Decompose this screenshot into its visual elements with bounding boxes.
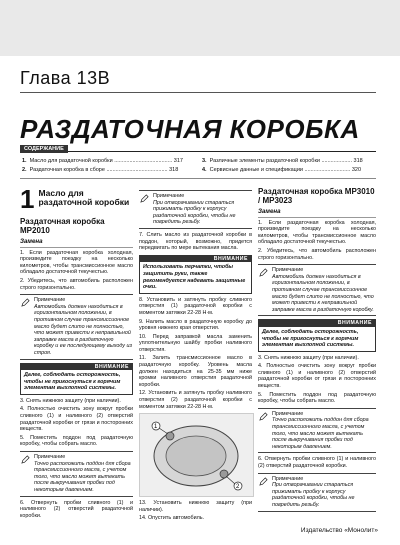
column-2 bbox=[139, 187, 252, 524]
subsection-title: Раздаточная коробка MP3010 / MP3023 bbox=[258, 187, 375, 205]
step-text: 7. Слить масло из раздаточной коробки в поддон, который, возможно, придется передвигать по мере вытекания масла. bbox=[139, 231, 252, 252]
note-heading: Примечание bbox=[34, 454, 66, 461]
note-heading: Примечание bbox=[272, 267, 304, 274]
step-text: 6. Отвернуть пробки сливного (1) и наливного (2) отверстий раздаточной коробки. bbox=[258, 456, 376, 469]
step-text: 4. Полностью очистить зону вокруг пробки сливного (1) и наливного (2) отверстий раздаточной коробки от грязи и посторонних веществ. bbox=[20, 406, 133, 433]
header-band bbox=[0, 0, 400, 56]
chapter-label: Глава 13B bbox=[20, 68, 111, 88]
warning-heading: ВНИМАНИЕ bbox=[259, 320, 375, 327]
step-text: 3. Снять нижнюю защиту (при наличии). bbox=[20, 397, 121, 404]
step-text: 9. Налить масло в раздаточную коробку до уровня нижнего края отверстия. bbox=[139, 318, 252, 332]
toc-item-text: Раздаточная коробка в сборе ........................................ 318 bbox=[29, 167, 179, 173]
note-text: При отворачивании стараться прижимать пробку к корпусу раздаточной коробки, чтобы не повредить резьбу. bbox=[153, 199, 236, 226]
column-1 bbox=[20, 184, 133, 521]
transfer-case-illustration bbox=[139, 413, 254, 497]
procedure-label: Замена bbox=[258, 209, 376, 218]
warning-text: Далее, соблюдать осторожность, чтобы не прикоснуться к горячим элементам выхлопной системы. bbox=[262, 328, 359, 349]
note-text: Автомобиль должен находиться в горизонтальном положении, в противном случае трансмиссионное масло будет слито не полностью, что может привести к неправильной заправке масла в раздаточную коробку и ее последующему выходу из строя. bbox=[34, 303, 132, 356]
note-box bbox=[258, 408, 376, 454]
toc-item[interactable] bbox=[22, 158, 183, 164]
step-text: 14. Опустить автомобиль. bbox=[139, 515, 205, 522]
toc-item-number: 1. bbox=[22, 158, 27, 164]
warning-box bbox=[139, 255, 252, 294]
note-box bbox=[258, 264, 376, 316]
transfer-case-drawing bbox=[140, 414, 253, 496]
toc-item[interactable] bbox=[22, 167, 178, 173]
pencil-icon bbox=[259, 477, 268, 486]
step-text: 1. Если раздаточная коробка холодная, произведите поездку на несколько километров, чтобы трансмиссионное масло обладало достаточной текучестью. bbox=[20, 249, 133, 276]
warning-text: Далее, соблюдать осторожность, чтобы не прикоснуться к горячим элементам выхлопной системы. bbox=[24, 372, 121, 392]
section-heading bbox=[20, 184, 133, 214]
step-text: 10. Перед заправкой масла заменить уплотнительную шайбу пробки наливного отверстия. bbox=[139, 333, 252, 353]
svg-text:1: 1 bbox=[154, 424, 158, 431]
toc-item[interactable] bbox=[202, 167, 361, 173]
table-of-contents bbox=[20, 146, 376, 179]
procedure-label: Замена bbox=[20, 239, 133, 248]
page-title: РАЗДАТОЧНАЯ КОРОБКА bbox=[20, 114, 360, 144]
step-text: 5. Поместить поддон под раздаточную коробку, чтобы собрать масло. bbox=[20, 434, 133, 448]
svg-text:2: 2 bbox=[236, 484, 240, 491]
pencil-icon bbox=[259, 412, 268, 421]
note-box bbox=[20, 294, 133, 359]
toc-label: СОДЕРЖАНИЕ bbox=[20, 145, 68, 153]
note-text: Точно расположить поддон для сбора трансмиссионного масла, с учетом того, что масло может вытекать после выкручивания пробки под некоторым давлением. bbox=[272, 417, 369, 450]
step-text: 2. Убедитесь, что автомобиль расположен строго горизонтально. bbox=[258, 247, 376, 261]
column-3 bbox=[258, 187, 376, 515]
step-text: 6. Отвернуть пробки сливного (1) и наливного (2) отверстий раздаточной коробки. bbox=[20, 499, 133, 519]
section-title: Масло для раздаточной коробки bbox=[38, 188, 130, 207]
note-heading: Примечание bbox=[272, 475, 304, 482]
note-heading: Примечание bbox=[34, 297, 66, 304]
toc-item-number: 2. bbox=[22, 167, 27, 173]
step-text: 3. Снять нижнюю защиту (при наличии). bbox=[258, 354, 359, 361]
toc-item-number: 3. bbox=[202, 158, 207, 164]
step-text: 1. Если раздаточная коробка холодная, произведите поездку на несколько километров, чтобы трансмиссионное масло обладало достаточной текучестью. bbox=[258, 219, 376, 246]
section-number: 1 bbox=[20, 184, 35, 214]
warning-heading: ВНИМАНИЕ bbox=[21, 364, 132, 371]
toc-item-number: 4. bbox=[202, 167, 207, 173]
chapter-rule bbox=[20, 92, 376, 93]
step-text: 2. Убедитесь, что автомобиль расположен строго горизонтально. bbox=[20, 277, 133, 291]
step-text: 12. Установить и затянуть пробку наливного отверстия (2) раздаточной коробки с моментом затяжки 22-28 Н·м. bbox=[139, 390, 252, 410]
step-text: 5. Поместить поддон под раздаточную коробку, чтобы собрать масло. bbox=[258, 391, 376, 405]
pencil-icon bbox=[259, 268, 268, 277]
toc-item-text: Сервисные данные и спецификации .............................. 320 bbox=[209, 167, 362, 173]
toc-item[interactable] bbox=[202, 158, 363, 164]
warning-heading: ВНИМАНИЕ bbox=[140, 256, 251, 263]
step-text: 13. Установить нижнюю защиту (при наличии). bbox=[139, 500, 252, 513]
note-box bbox=[139, 190, 252, 229]
step-text: 11. Залить трансмиссионное масло в раздаточную коробку. Уровень масла должен находиться на 25-35 мм ниже кромки наливного отверстия раздаточной коробки. bbox=[139, 355, 252, 388]
pencil-icon bbox=[21, 455, 30, 464]
publisher-footer: Издательство «Монолит» bbox=[300, 527, 378, 534]
warning-box bbox=[258, 319, 376, 351]
step-text: 4. Полностью очистить зону вокруг пробки сливного (1) и наливного (2) отверстий раздаточной коробки от грязи и посторонних веществ. bbox=[258, 363, 376, 390]
note-text: При отворачивании стараться прижимать пробку к корпусу раздаточной коробки, чтобы не повредить резьбу. bbox=[272, 482, 355, 508]
toc-item-text: Различные элементы раздаточной коробки .................... 318 bbox=[209, 158, 363, 164]
warning-box bbox=[20, 363, 133, 395]
note-box bbox=[20, 451, 133, 497]
note-heading: Примечание bbox=[153, 193, 185, 199]
step-text: 8. Установить и затянуть пробку сливного отверстия (1) раздаточной коробки с моментом затяжки 22-28 Н·м. bbox=[139, 296, 252, 316]
note-heading: Примечание bbox=[272, 410, 304, 417]
note-box bbox=[258, 473, 376, 512]
subsection-title: Раздаточная коробка MP2010 bbox=[20, 217, 105, 235]
note-text: Автомобиль должен находиться в горизонтальном положении, в противном случае трансмиссионное масло будет слито не полностью, что может привести к неправильной заправке масла в раздаточную коробку. bbox=[272, 273, 374, 313]
toc-item-text: Масло для раздаточной коробки ...................................... 317 bbox=[29, 158, 183, 164]
warning-text: Использовать перчатки, чтобы защитить руки, также рекомендуется надевать защитные очки. bbox=[143, 264, 246, 291]
pencil-icon bbox=[140, 194, 149, 203]
pencil-icon bbox=[21, 298, 30, 307]
note-text: Точно расположить поддон для сбора трансмиссионного масла, с учетом того, что масло может вытекать после выкручивания пробки под некоторым давлением. bbox=[34, 460, 131, 493]
